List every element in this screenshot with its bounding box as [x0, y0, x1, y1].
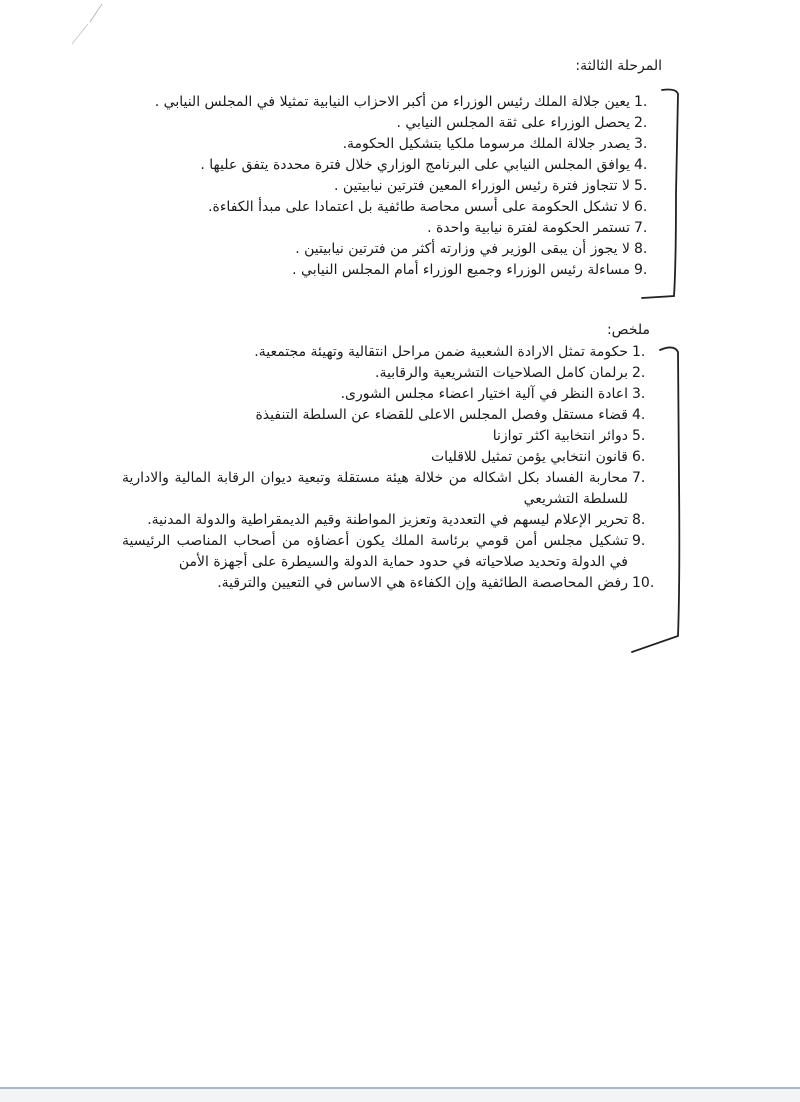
- list-item: [122, 510, 662, 531]
- item-number: 1.: [632, 344, 646, 360]
- item-number: 6.: [632, 449, 646, 465]
- section-two-list: [122, 342, 662, 594]
- item-number: 3.: [634, 136, 648, 152]
- scan-edge-shadow: [0, 1089, 800, 1102]
- item-number: 7.: [634, 220, 648, 236]
- item-text: يحصل الوزراء على ثقة المجلس النيابي .: [396, 115, 630, 131]
- section-one-heading: المرحلة الثالثة:: [575, 58, 662, 74]
- item-text: دوائر انتخابية اكثر توازنا: [492, 428, 628, 444]
- item-text: يعين جلالة الملك رئيس الوزراء من أكبر الاحزاب النيابية تمثيلا في المجلس النيابي .: [154, 94, 630, 110]
- list-item: [122, 531, 662, 573]
- list-item: [124, 92, 664, 113]
- item-text: محاربة الفساد بكل اشكاله من خلالة هيئة مستقلة وتبعية ديوان الرقابة المالية والادارية للسلطة التشريعي: [122, 470, 628, 507]
- item-text: رفض المحاصصة الطائفية وإن الكفاءة هي الاساس في التعيين والترقية.: [217, 575, 628, 591]
- item-number: 6.: [634, 199, 648, 215]
- item-number: 9.: [632, 533, 646, 549]
- item-text: يوافق المجلس النيابي على البرنامج الوزاري خلال فترة محددة يتفق عليها .: [200, 157, 630, 173]
- list-item: [124, 176, 664, 197]
- item-text: لا تشكل الحكومة على أسس محاصة طائفية بل اعتمادا على مبدأ الكفاءة.: [208, 199, 630, 215]
- list-item: [122, 363, 662, 384]
- item-text: يصدر جلالة الملك مرسوما ملكيا بتشكيل الحكومة.: [342, 136, 630, 152]
- item-number: 2.: [632, 365, 646, 381]
- item-text: قانون انتخابي يؤمن تمثيل للاقليات: [431, 449, 628, 465]
- item-text: حكومة تمثل الارادة الشعبية ضمن مراحل انتقالية وتهيئة مجتمعية.: [254, 344, 628, 360]
- item-text: برلمان كامل الصلاحيات التشريعية والرقابية.: [375, 365, 628, 381]
- item-number: 5.: [632, 428, 646, 444]
- item-number: 5.: [634, 178, 648, 194]
- list-item: [124, 239, 664, 260]
- list-item: [122, 384, 662, 405]
- item-number: 1.: [634, 94, 648, 110]
- handdrawn-bracket-two: [624, 340, 690, 660]
- list-item: [122, 573, 662, 594]
- item-text: تشكيل مجلس أمن قومي برئاسة الملك يكون أعضاؤه من أصحاب المناصب الرئيسية في الدولة وتحديد صلاحياته في حدود حماية الدولة والسيطرة على أجهزة الأمن: [122, 533, 628, 570]
- item-text: اعادة النظر في آلية اختيار اعضاء مجلس الشورى.: [340, 386, 628, 402]
- handdrawn-bracket-one: [636, 84, 686, 304]
- item-number: 9.: [634, 262, 648, 278]
- list-item: [122, 468, 662, 510]
- list-item: [124, 113, 664, 134]
- scan-corner-mark: [60, 0, 110, 50]
- item-text: تحرير الإعلام ليسهم في التعددية وتعزيز المواطنة وقيم الديمقراطية والدولة المدنية.: [147, 512, 628, 528]
- list-item: [122, 342, 662, 363]
- item-text: لا تتجاوز فترة رئيس الوزراء المعين فترتين نيابيتين .: [334, 178, 630, 194]
- item-number: 4.: [632, 407, 646, 423]
- item-text: قضاء مستقل وفصل المجلس الاعلى للقضاء عن السلطة التنفيذة: [255, 407, 628, 423]
- section-two-heading: ملخص:: [606, 322, 650, 338]
- item-text: تستمر الحكومة لفترة نيابية واحدة .: [427, 220, 630, 236]
- section-one-list: [124, 92, 664, 281]
- item-number: 3.: [632, 386, 646, 402]
- item-number: 8.: [632, 512, 646, 528]
- list-item: [124, 260, 664, 281]
- list-item: [124, 134, 664, 155]
- list-item: [122, 426, 662, 447]
- list-item: [124, 197, 664, 218]
- list-item: [124, 155, 664, 176]
- item-number: 7.: [632, 470, 646, 486]
- item-number: 2.: [634, 115, 648, 131]
- list-item: [124, 218, 664, 239]
- item-number: 10.: [632, 575, 655, 591]
- item-text: مساءلة رئيس الوزراء وجميع الوزراء أمام المجلس النيابي .: [292, 262, 630, 278]
- item-text: لا يجوز أن يبقى الوزير في وزارته أكثر من فترتين نيابيتين .: [295, 241, 630, 257]
- item-number: 4.: [634, 157, 648, 173]
- item-number: 8.: [634, 241, 648, 257]
- list-item: [122, 447, 662, 468]
- list-item: [122, 405, 662, 426]
